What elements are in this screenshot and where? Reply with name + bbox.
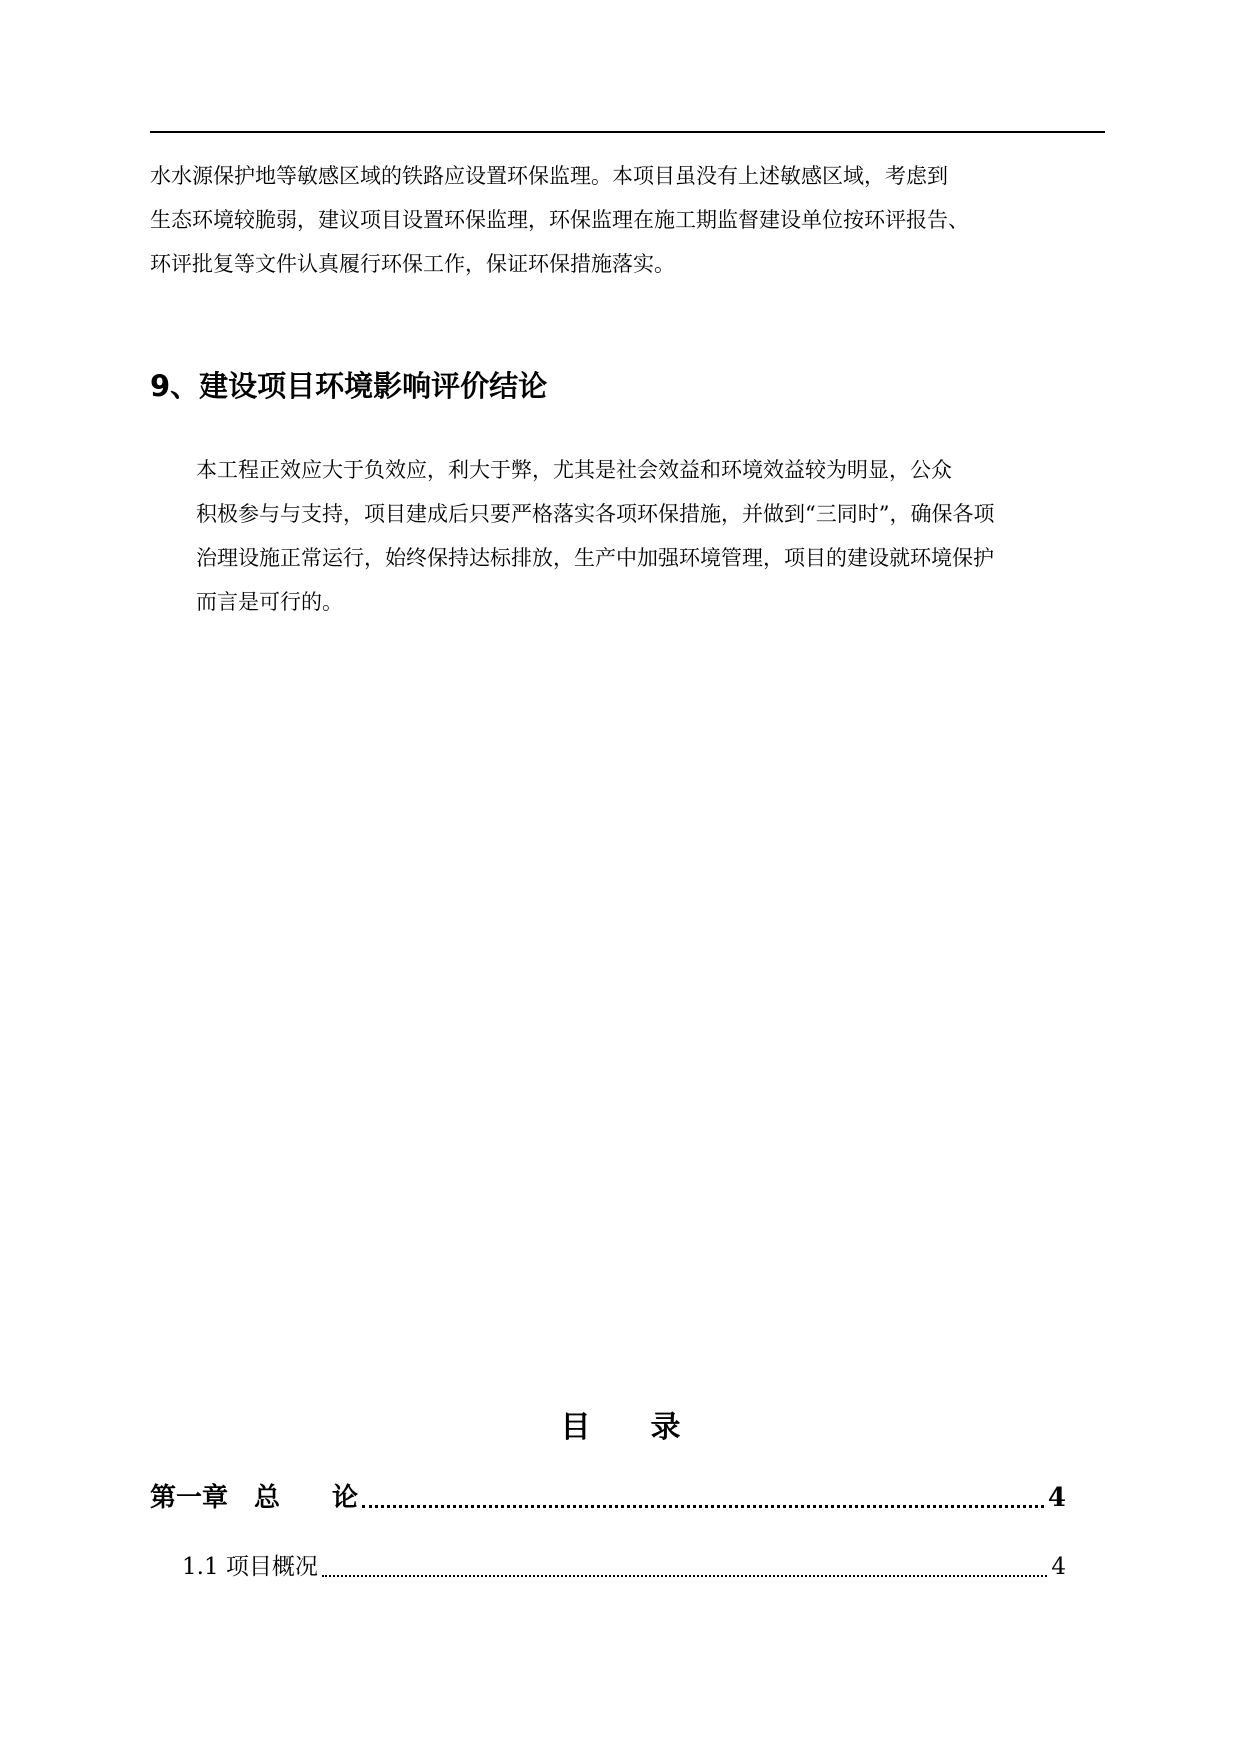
toc-title	[0, 1408, 1241, 1448]
toc-title-char: 录	[650, 1410, 681, 1445]
intro-line: 水水源保护地等敏感区域的铁路应设置环保监理。本项目虽没有上述敏感区域，考虑到	[150, 164, 948, 188]
intro-line: 环评批复等文件认真履行环保工作，保证环保措施落实。	[150, 252, 675, 276]
toc-entry-label: 第一章 总 论	[150, 1483, 359, 1513]
conclusion-line: 治理设施正常运行，始终保持达标排放，生产中加强环境管理，项目的建设就环境保护	[196, 546, 994, 570]
toc-entry-label: 1.1 项目概况	[182, 1554, 318, 1580]
toc-entry-section-1-1[interactable]	[182, 1547, 1066, 1587]
toc-entry-page: 4	[1051, 1554, 1066, 1580]
intro-paragraph	[150, 154, 1095, 286]
conclusion-line: 积极参与与支持，项目建成后只要严格落实各项环保措施，并做到“三同时”，确保各项	[196, 502, 995, 526]
toc-entry-chapter-1[interactable]	[150, 1478, 1066, 1518]
intro-line: 生态环境较脆弱，建议项目设置环保监理，环保监理在施工期监督建设单位按环评报告、	[150, 208, 969, 232]
section-heading: 9、建设项目环境影响评价结论	[150, 369, 548, 403]
toc-dot-leader	[322, 1575, 1047, 1577]
header-rule	[150, 131, 1105, 133]
conclusion-paragraph	[150, 448, 1095, 624]
toc-dot-leader	[362, 1505, 1044, 1508]
conclusion-line: 而言是可行的。	[196, 590, 343, 614]
toc-entry-page: 4	[1047, 1483, 1066, 1513]
conclusion-line: 本工程正效应大于负效应，利大于弊，尤其是社会效益和环境效益较为明显，公众	[196, 458, 952, 482]
toc-title-char: 目	[560, 1410, 591, 1445]
